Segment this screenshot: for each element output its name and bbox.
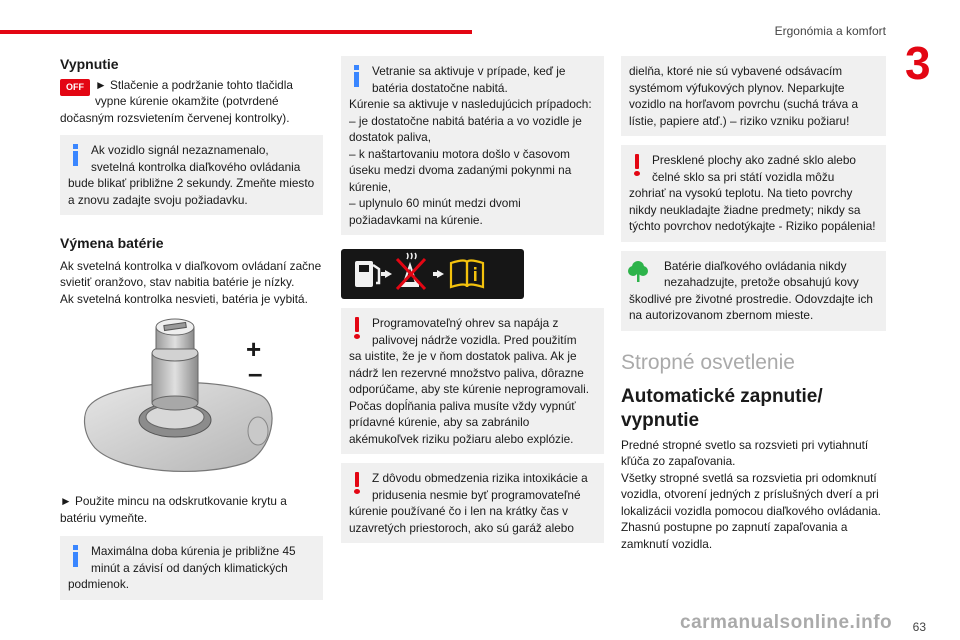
eco-box-lead: Batérie diaľkového ovládania nikdy nezahadzujte, pretože obsahujú kovy [664, 258, 859, 289]
page-number: 63 [912, 620, 926, 634]
vypnutie-paragraph [60, 77, 323, 127]
info-box-cont: podmienok. [68, 577, 129, 591]
battery-heading: Výmena batérie [60, 235, 164, 251]
section-title: Stropné osvetlenie [621, 350, 795, 374]
warning-box-lead: Z dôvodu obmedzenia rizika intoxikácie a pridusenia nesmie byť programovateľné [372, 471, 588, 502]
subsection-title: Automatické zapnutie/ vypnutie [621, 385, 823, 431]
warning-icon [350, 317, 364, 339]
vypnutie-lead: ► Stlačenie a podržanie tohto tlačidla vypne kúrenie okamžite (potvrdené [95, 77, 293, 108]
remote-key-battery-icon [60, 313, 323, 479]
warning-box-lead: Programovateľný ohrev sa napája z palivovej nádrže vozidla. Pred použitím [372, 316, 577, 347]
warning-icon [350, 472, 364, 494]
eco-box-battery [621, 251, 886, 331]
off-button-icon: OFF [60, 79, 90, 96]
chapter-number: 3 [905, 37, 931, 89]
recycle-tree-icon [627, 259, 649, 283]
lighting-paragraph-2: Všetky stropné svetlá sa rozsvietia pri odomknutí vozidla, otvorení jedných z príslušných dverí a pri lokalizácii vozidla pomocou diaľkového ovládania. [621, 470, 881, 518]
info-list-item: – k naštartovaniu motora došlo v časovom úseku medzi dvoma zadanými pokynmi na kúrenie, [349, 146, 572, 194]
eco-box-cont: škodlivé pre životné prostredie. Odovzdajte ich na autorizovanom zbernom mieste. [629, 291, 873, 322]
vypnutie-heading: Vypnutie [60, 56, 119, 72]
info-box-lead: Vetranie sa aktivuje v prípade, keď je batéria dostatočne nabitá. [372, 64, 566, 95]
column-2 [341, 56, 604, 543]
warning-box-lead: Presklené plochy ako zadné sklo alebo čelné sklo sa pri státí vozidla môžu [652, 153, 856, 184]
fuel-heater-manual-icons [341, 249, 524, 299]
info-box-lead: Maximálna doba kúrenia je približne 45 minút a závisí od daných klimatických [91, 544, 296, 575]
warning-box-glass [621, 145, 886, 242]
info-icon [69, 545, 83, 567]
symbol-strip [341, 249, 524, 299]
column-3 [621, 56, 886, 552]
battery-paragraph-2: Ak svetelná kontrolka nesvieti, batéria je vybitá. [60, 291, 308, 306]
coin-instruction: ► Použite mincu na odskrutkovanie krytu a batériu vymeňte. [60, 494, 287, 525]
info-box-ventilation [341, 56, 604, 235]
warning-box-cont: kúrenie používané čo i len na krátky čas v uzavretých priestoroch, ako sú garáž alebo [349, 504, 574, 535]
warning-icon [630, 154, 644, 176]
info-box-cont: Kúrenie sa aktivuje v nasledujúcich prípadoch: [349, 97, 592, 111]
info-list-item: – uplynulo 60 minút medzi dvomi požiadavkami na kúrenie. [349, 196, 521, 227]
minus-symbol: – [248, 358, 263, 388]
warning-box-continued [621, 56, 886, 136]
info-box-lead: Ak vozidlo signál nezaznamenalo, svetelná kontrolka diaľkového ovládania [91, 143, 301, 174]
lighting-paragraph-1: Predné stropné svetlo sa rozsvieti pri vytiahnutí kľúča zo zapaľovania. [621, 437, 869, 468]
header-title: Ergonómia a komfort [774, 24, 886, 38]
warning-box-cont: sa uistite, že je v ňom dostatok paliva. Ak je nádrž len rezervné množstvo paliva, dôrazne odporúčame, aby ste kúrenie neprogramovali. Počas dopĺňania paliva musíte vždy vypnúť prídavné kúrenie, aby sa zabránilo akémukoľvek riziku požiaru alebo explózie. [349, 349, 590, 446]
info-icon [69, 144, 83, 166]
continued-text: dielňa, ktoré nie sú vybavené odsávacím systémom výfukových plynov. Neparkujte vozidlo na horľavom povrchu (suchá tráva a lístie, papiere atď.) – riziko vzniku požiaru! [629, 64, 859, 128]
info-box-cont: bude blikať približne 2 sekundy. Zmeňte miesto a znovu zadajte svoju požiadavku. [68, 176, 315, 207]
header-accent-bar [0, 30, 472, 34]
info-box-duration [60, 536, 323, 600]
remote-battery-illustration [60, 313, 323, 479]
column-1 [60, 56, 323, 600]
plus-symbol: + [246, 334, 262, 364]
battery-paragraph-1: Ak svetelná kontrolka v diaľkovom ovládaní začne svietiť oranžovo, stav nabitia batérie je nízky. [60, 258, 322, 289]
warning-box-fuel [341, 308, 604, 454]
info-list-item: – je dostatočne nabitá batéria a vo vozidle je dostatok paliva, [349, 113, 582, 144]
warning-box-intoxication [341, 463, 604, 543]
warning-box-cont: zohriať na vysokú teplotu. Na tieto povrchy nikdy neukladajte žiadne predmety; nikdy sa týchto povrchov nedotýkajte - Riziko popálenia! [629, 186, 876, 233]
info-icon [350, 65, 364, 87]
info-box-signal [60, 135, 323, 215]
vypnutie-cont: dočasným rozsvietením červenej kontrolky). [60, 110, 290, 125]
lighting-paragraph-3: Zhasnú postupne po zapnutí zapaľovania a zamknutí vozidla. [621, 520, 848, 551]
watermark: carmanualsonline.info [680, 612, 893, 633]
